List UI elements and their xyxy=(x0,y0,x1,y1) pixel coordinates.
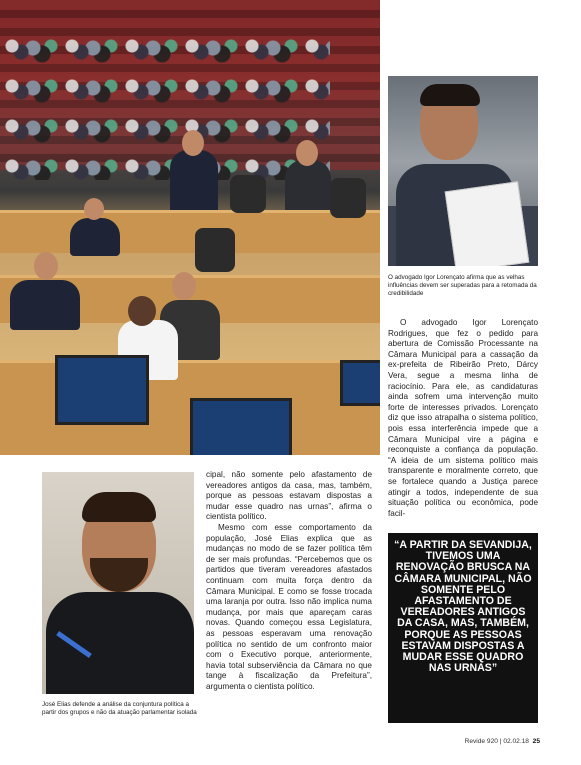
desk-monitor xyxy=(190,398,292,455)
political-scientist-photo xyxy=(42,472,194,694)
person-head xyxy=(172,272,196,300)
person-head xyxy=(296,140,318,166)
page-number: 25 xyxy=(532,738,540,745)
page-footer: Revide 920 | 02.02.18 25 xyxy=(464,738,540,745)
audience-crowd xyxy=(0,30,330,180)
council-desk-row xyxy=(0,210,380,253)
chair xyxy=(330,178,366,218)
paragraph: Mesmo com esse comportamento da população, José Elias explica que as mudanças no modo de se fazer política têm de ser mais profundas. “Percebemos que os partidos que tiveram vereadores afastados continuam com muita força dentro da Câmara Municipal. E como se fosse trocada uma laranja por outra. Isso não implica numa mudança, por mais que apareçam caras novas. Quando começou essa Legislatura, as pessoas esperavam uma renovação política no sentido de um confronto maior com o Executivo porque, anteriormente, havia total subserviência da Câmara no que tange à fiscalização da Prefeitura”, argumenta o cientista político. xyxy=(206,522,372,691)
lawyer-portrait-photo xyxy=(388,76,538,266)
person-head xyxy=(182,130,204,156)
lawyer-hair xyxy=(420,84,480,106)
chair xyxy=(195,228,235,272)
article-column-right xyxy=(388,318,538,519)
photo-caption-right: O advogado Igor Lorençato afirma que as velhas influências devem ser superadas para a retomada da credibilidade xyxy=(388,274,537,297)
scientist-hair xyxy=(82,492,156,522)
desk-monitor xyxy=(55,355,149,425)
person-head xyxy=(34,252,58,280)
photo-caption-left: José Elias defende a análise da conjuntura política a partir dos grupos e não da atuação parlamentar isolada xyxy=(42,701,197,716)
magazine-name: Revide 920 xyxy=(464,738,498,745)
paragraph: cipal, não somente pelo afastamento de vereadores antigos da casa, mas, também, porque as pessoas estavam dispostas a mudar esse quadro nas urnas”, afirma o cientista político. xyxy=(206,470,372,522)
chamber-session-photo xyxy=(0,0,380,455)
article-column-middle xyxy=(206,470,372,692)
councilor-seated xyxy=(10,280,80,330)
desk-monitor xyxy=(340,360,380,406)
person-head xyxy=(84,198,104,220)
issue-date: 02.02.18 xyxy=(503,738,529,745)
document-paper xyxy=(445,181,530,266)
councilor-seated xyxy=(70,218,120,256)
paragraph: O advogado Igor Lorençato Rodrigues, que fez o pedido para abertura de Comissão Processante na Câmara Municipal para a cassação da ex-prefeita de Ribeirão Preto, Dárcy Vera, segue a mesma linha de raciocínio. Para ele, as candidaturas ainda sofrem uma intervenção muito forte de interesses privados. Lorençato diz que isso atrapalha o sistema político, pois essa interferência impede que a Câmara Municipal vire a página e reconquiste a confiança da população. “A ideia de um sistema político mais transparente e moralmente correto, que se fortalece quando a Justiça parece atingir a todos, independente de sua situação política ou econômica, pode facil- xyxy=(388,318,538,518)
chair xyxy=(230,175,266,213)
person-head xyxy=(128,296,156,326)
pull-quote: “A PARTIR DA SEVANDIJA, TIVEMOS UMA RENOVAÇÃO BRUSCA NA CÂMARA MUNICIPAL, NÃO SOMENTE PELO AFASTAMENTO DE VEREADORES ANTIGOS DA CASA, MAS, TAMBÉM, PORQUE AS PESSOAS ESTAVAM DISPOSTAS A MUDAR ESSE QUADRO NAS URNAS” xyxy=(388,533,538,723)
